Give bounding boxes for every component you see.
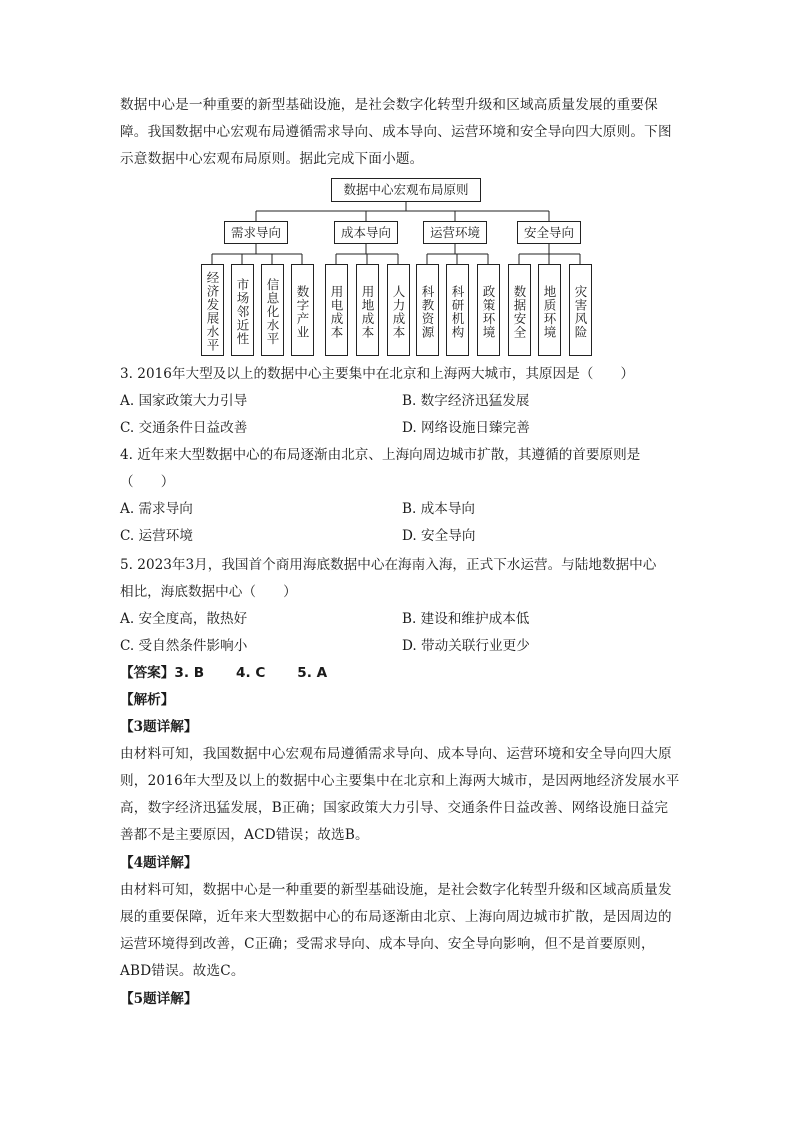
option-b: B. 成本导向	[402, 501, 476, 517]
analysis-heading: 【解析】	[120, 692, 175, 708]
detail-4-text: 由材料可知，数据中心是一种重要的新型基础设施，是社会数字化转型升级和区域高质量发展的重要保障，近年来大型数据中心的布局逐渐由北京、上海向周边城市扩散，是因周边的运营环境得到改善，C正确；受需求导向、成本导向、安全导向影响，但不是首要原则，ABD错误。故选C。	[120, 882, 672, 979]
leaf-node: 数据安全	[508, 264, 531, 356]
leaf-node: 地质环境	[538, 264, 561, 356]
leaf-node: 科研机构	[446, 264, 469, 356]
option-d: D. 安全导向	[402, 528, 476, 544]
option-d: D. 带动关联行业更少	[402, 638, 530, 654]
question-4-stem-cont: （ ）	[120, 474, 175, 490]
option-a: A. 国家政策大力引导	[120, 393, 248, 409]
option-c: C. 交通条件日益改善	[120, 420, 248, 436]
option-c: C. 受自然条件影响小	[120, 638, 248, 654]
option-c: C. 运营环境	[120, 528, 193, 544]
leaf-node: 政策环境	[477, 264, 500, 356]
intro-paragraph: 数据中心是一种重要的新型基础设施，是社会数字化转型升级和区域高质量发展的重要保障。我国数据中心宏观布局遵循需求导向、成本导向、运营环境和安全导向四大原则。下图示意数据中心宏观布局原则。据此完成下面小题。	[120, 97, 672, 167]
category-security: 安全导向	[517, 221, 581, 244]
answer-line: 【答案】3. B 4. C 5. A	[120, 665, 328, 681]
detail-5-heading: 【5题详解】	[120, 991, 198, 1007]
leaf-node: 经济发展水平	[201, 264, 224, 356]
question-5-stem-cont: 相比，海底数据中心（ ）	[120, 584, 297, 600]
leaf-node: 人力成本	[387, 264, 410, 356]
option-b: B. 建设和维护成本低	[402, 611, 530, 627]
leaf-node: 信息化水平	[261, 264, 284, 356]
leaf-node: 市场邻近性	[231, 264, 254, 356]
option-a: A. 安全度高，散热好	[120, 611, 248, 627]
leaf-node: 数字产业	[291, 264, 314, 356]
detail-3-text: 由材料可知，我国数据中心宏观布局遵循需求导向、成本导向、运营环境和安全导向四大原则，2016年大型及以上的数据中心主要集中在北京和上海两大城市，是因两地经济发展水平高，数字经济迅猛发展，B正确；国家政策大力引导、交通条件日益改善、网络设施日益完善都不是主要原因，ACD错误；故选B。	[120, 746, 680, 843]
diagram-root-node: 数据中心宏观布局原则	[331, 178, 481, 202]
category-demand: 需求导向	[224, 221, 288, 244]
detail-3-heading: 【3题详解】	[120, 719, 198, 735]
option-d: D. 网络设施日臻完善	[402, 420, 530, 436]
question-4-stem: 4. 近年来大型数据中心的布局逐渐由北京、上海向周边城市扩散，其遵循的首要原则是	[120, 447, 641, 463]
option-a: A. 需求导向	[120, 501, 193, 517]
leaf-node: 用电成本	[325, 264, 348, 356]
leaf-node: 灾害风险	[569, 264, 592, 356]
question-3-stem: 3. 2016年大型及以上的数据中心主要集中在北京和上海两大城市，其原因是（ ）	[120, 366, 635, 382]
category-cost: 成本导向	[334, 221, 398, 244]
option-b: B. 数字经济迅猛发展	[402, 393, 530, 409]
leaf-node: 用地成本	[356, 264, 379, 356]
question-5-stem: 5. 2023年3月，我国首个商用海底数据中心在海南入海，正式下水运营。与陆地数据中心	[120, 557, 657, 573]
category-operation: 运营环境	[423, 221, 487, 244]
detail-4-heading: 【4题详解】	[120, 855, 198, 871]
leaf-node: 科教资源	[416, 264, 439, 356]
